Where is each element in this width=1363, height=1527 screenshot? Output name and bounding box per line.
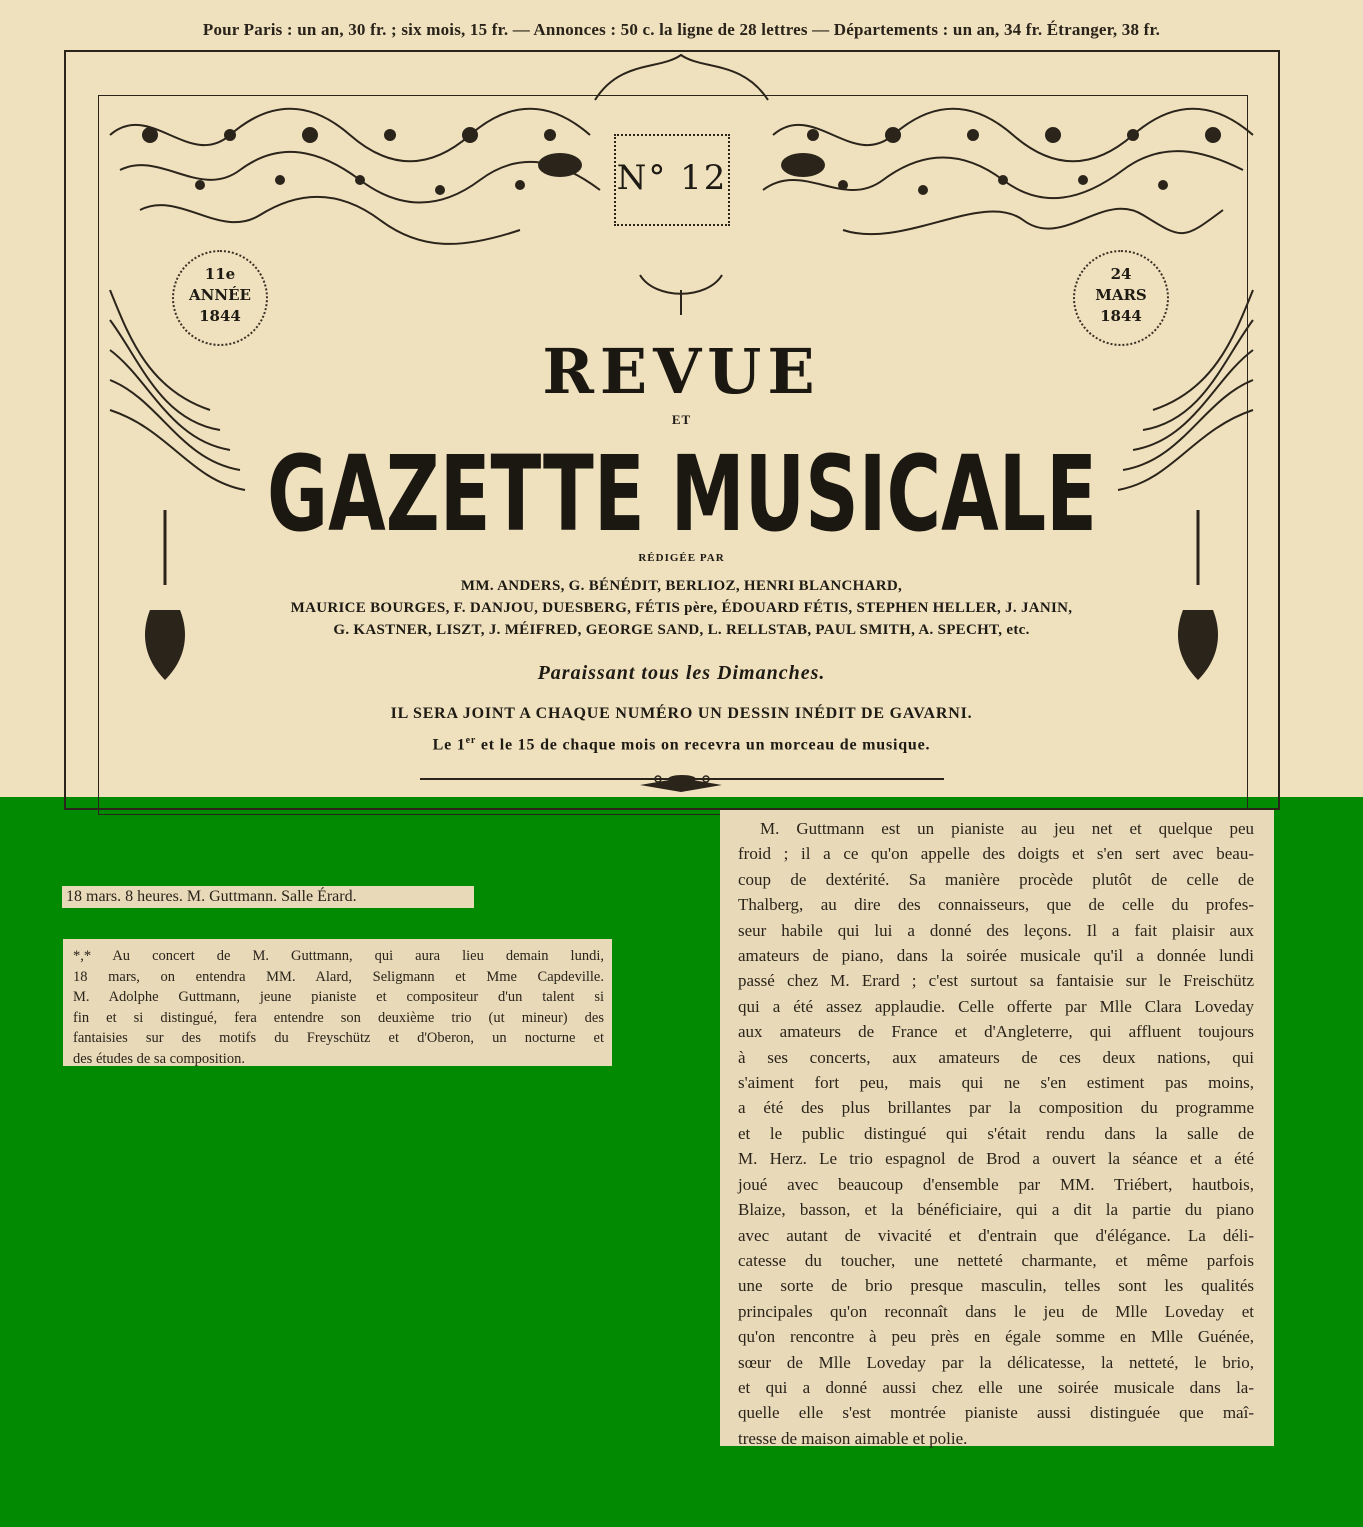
music-notice — [0, 735, 1363, 754]
article-line: et qui a donné aussi chez elle une soirée musicale dans la- — [738, 1377, 1254, 1397]
article-line: Blaize, basson, et la bénéficiaire, qui a dit la partie du piano — [738, 1200, 1254, 1220]
publication-tagline: Paraissant tous les Dimanches. — [537, 662, 826, 684]
notice-line: 18 mars, on entendra MM. Alard, Seligmann et Mme Capdeville. — [73, 968, 604, 985]
title-revue: REVUE — [542, 335, 821, 408]
article-line: catesse du toucher, une netteté charmante, et même parfois — [738, 1250, 1254, 1270]
contributors-line-2: MAURICE BOURGES, F. DANJOU, DUESBERG, FÉTIS père, ÉDOUARD FÉTIS, STEPHEN HELLER, J. JANIN, — [290, 600, 1073, 616]
date-day: 24 — [1110, 265, 1132, 283]
article-line: qu'on rencontre à peu près en égale somme en Mlle Guénée, — [738, 1327, 1254, 1347]
notice-line: M. Adolphe Guttmann, jeune pianiste et compositeur d'un talent si — [73, 989, 604, 1005]
notice-line: *,* Au concert de M. Guttmann, qui aura lieu demain lundi, — [73, 948, 604, 964]
article-line: principales qu'on reconnaît dans le jeu de Mlle Loveday et — [738, 1301, 1254, 1321]
date-month: MARS — [1095, 286, 1147, 304]
article-line: à ses concerts, aux amateurs de ces deux nations, qui — [738, 1047, 1254, 1067]
article-line: aux amateurs de France et d'Angleterre, qui affluent toujours — [738, 1022, 1254, 1042]
review-article-clipping — [720, 810, 1274, 1446]
annee-label: ANNÉE — [189, 286, 251, 304]
article-line: joué avec beaucoup d'ensemble par MM. Triébert, hautbois, — [738, 1174, 1254, 1194]
music-notice-pre: Le 1 — [432, 736, 466, 754]
notice-line: fin et si distingué, fera entendre son deuxième trio (ut mineur) des — [73, 1009, 604, 1026]
article-line: qui a été assez applaudie. Celle offerte par Mlle Clara Loveday — [738, 996, 1254, 1016]
article-line: amateurs de piano, dans la soirée musicale qu'il a donnée lundi — [738, 946, 1254, 966]
date-year: 1844 — [1100, 307, 1142, 325]
issue-number: N° 12 — [616, 158, 728, 198]
redigee-par: RÉDIGÉE PAR — [638, 552, 725, 564]
article-line: s'aiment fort peu, mais qui ne s'en estiment pas moins, — [738, 1073, 1254, 1093]
issue-number-box — [614, 134, 730, 226]
contributors-line-1: MM. ANDERS, G. BÉNÉDIT, BERLIOZ, HENRI BLANCHARD, — [460, 578, 903, 594]
article-line: M. Herz. Le trio espagnol de Brod a ouvert la séance et a été — [738, 1149, 1254, 1169]
article-line: passé chez M. Erard ; c'est surtout sa fantaisie sur le Freischütz — [738, 971, 1254, 991]
article-line: froid ; il a ce qu'on appelle des doigts et s'en sert avec beau- — [738, 844, 1254, 864]
date-medallion — [1073, 250, 1169, 346]
article-line: coup de dextérité. Sa manière procède plutôt de celle de — [738, 869, 1254, 889]
gavarni-notice: IL SERA JOINT A CHAQUE NUMÉRO UN DESSIN INÉDIT DE GAVARNI. — [390, 705, 973, 722]
article-line: M. Guttmann est un pianiste au jeu net et quelque peu — [760, 819, 1254, 838]
notice-line: des études de sa composition. — [73, 1050, 245, 1067]
article-line: Thalberg, au dire des connaisseurs, que de celle du profes- — [738, 895, 1254, 915]
article-line: quelle elle s'est montrée pianiste aussi distinguée que maî- — [738, 1403, 1254, 1423]
title-connector: ET — [671, 412, 692, 427]
article-line: et le public distingué qui s'était rendu dans la salle de — [738, 1123, 1254, 1143]
article-line: une sorte de brio presque masculin, telles sont les qualités — [738, 1276, 1254, 1296]
article-line: avec autant de vivacité et d'entrain que d'élégance. La déli- — [738, 1225, 1254, 1245]
title-gazette-musicale — [262, 433, 1102, 555]
year-value: 1844 — [199, 307, 241, 325]
subscription-line: Pour Paris : un an, 30 fr. ; six mois, 15 fr. — Annonces : 50 c. la ligne de 28 lettres — Départements : un an, 34 fr. Étranger, 38 fr. — [202, 20, 1161, 39]
article-line: a été des plus brillantes par la composition du programme — [738, 1098, 1254, 1118]
year-number: 11e — [204, 265, 236, 283]
article-line: sœur de Mlle Loveday par la délicatesse, la netteté, le brio, — [738, 1352, 1254, 1372]
notice-line: fantaisies sur des motifs du Freyschütz et d'Oberon, un nocturne et — [73, 1030, 604, 1046]
decorative-rule — [420, 774, 944, 784]
music-notice-sup: er — [465, 735, 477, 746]
contributors-line-3: G. KASTNER, LISZT, J. MÉIFRED, GEORGE SAND, L. RELLSTAB, PAUL SMITH, A. SPECHT, etc. — [333, 622, 1030, 638]
article-line: seur habile qui lui a donné des leçons. Il a fait plaisir aux — [738, 920, 1254, 940]
concert-notice-clipping — [63, 939, 612, 1066]
music-notice-post: et le 15 de chaque mois on recevra un morceau de musique. — [476, 736, 931, 754]
concert-date-clipping: 18 mars. 8 heures. M. Guttmann. Salle Érard. — [62, 886, 474, 908]
title-gazette-text: GAZETTE MUSICALE — [267, 433, 1097, 555]
year-medallion — [172, 250, 268, 346]
article-line: tresse de maison aimable et polie. — [738, 1428, 968, 1448]
